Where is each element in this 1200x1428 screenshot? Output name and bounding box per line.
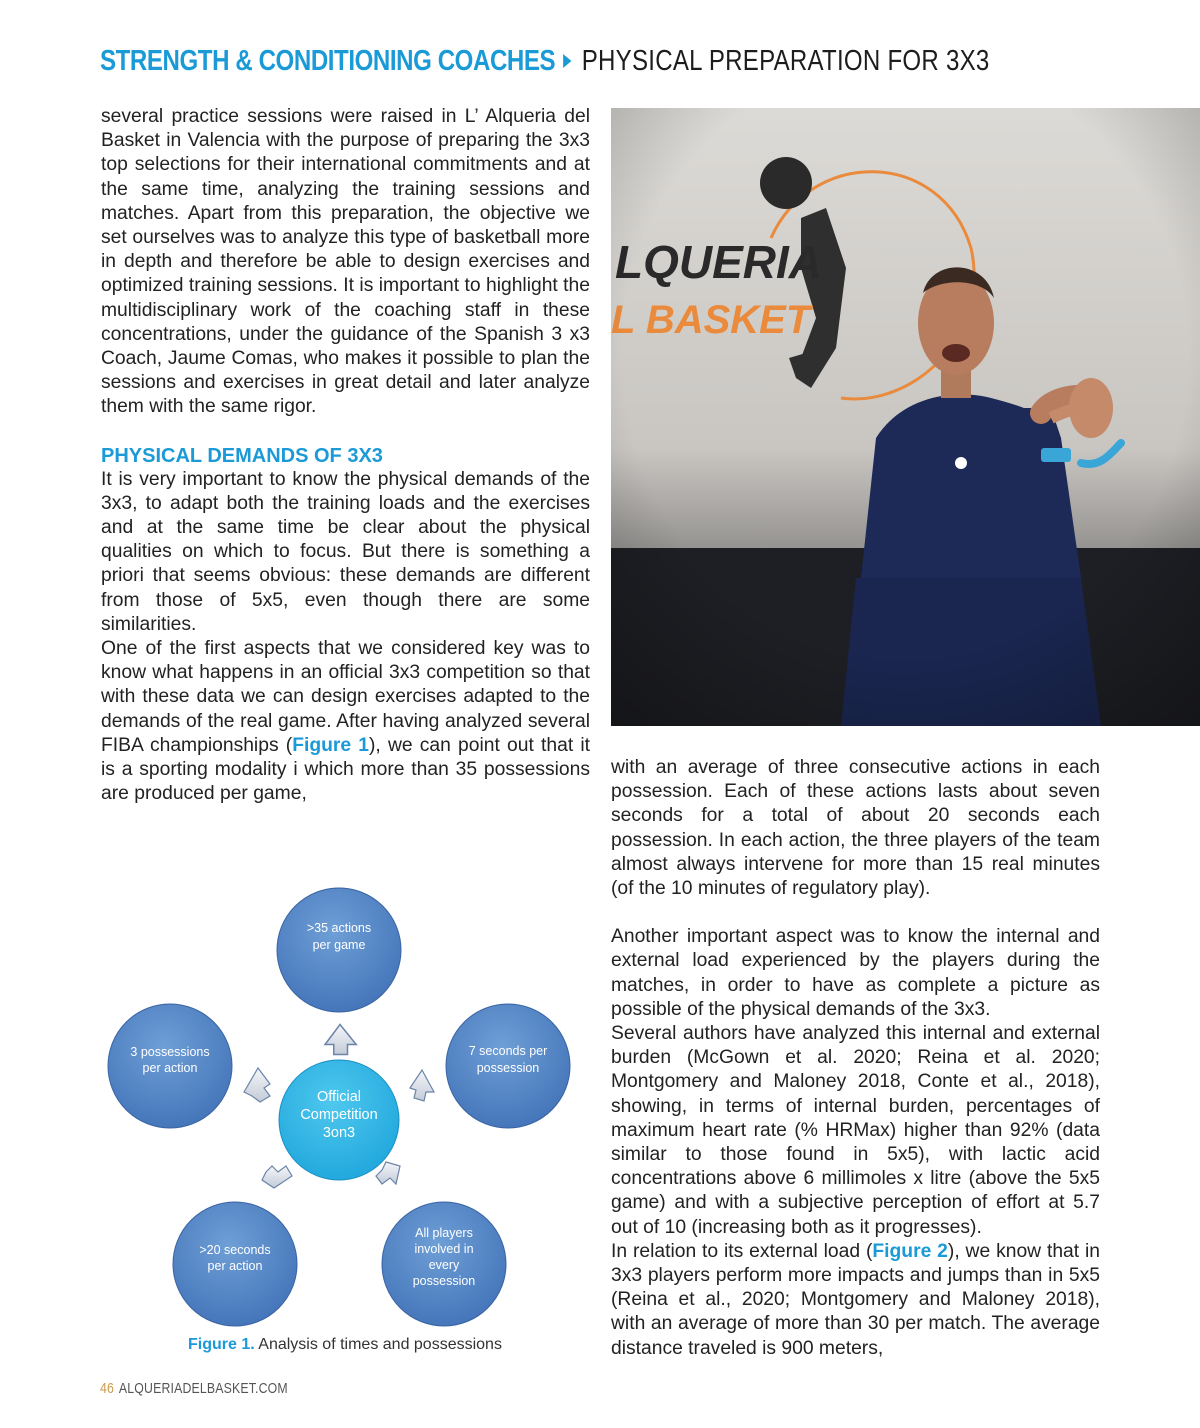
caption-text: Analysis of times and possessions xyxy=(254,1336,502,1353)
figure-1-caption xyxy=(100,1336,590,1354)
arrow-right-shape xyxy=(410,1070,434,1101)
arrow-bottom-left-shape xyxy=(262,1166,292,1188)
demands-paragraph: It is very important to know the physical demands of the 3x3, to adapt both the training loads and the exercises and at the same time be clear about the physical qualities on which to focus. But there is something a priori that seems obvious: these demands are different from those of 5x5, even though there are some similarities. xyxy=(101,468,590,635)
authors-paragraph: Several authors have analyzed this internal and external burden (McGown et al. 2020; Reina et al. 2020; Montgomery and Maloney 2018, Conte et al., 2018), showing, in terms of internal burden, percentages of maximum heart rate (% HRMax) higher than 92% (data similar to those found in 5x5), with lactic acid concentrations above 6 millimoles x litre (above the 5x5 game) and with a subjective perception of effort at 5.7 out of 10 (increasing both as it progresses). xyxy=(611,1023,1100,1238)
page-footer xyxy=(100,1380,288,1397)
text-span: In relation to its external load ( xyxy=(611,1240,873,1262)
left-column xyxy=(101,105,590,806)
node-bottom-right-line-4: possession xyxy=(412,1274,476,1288)
center-node xyxy=(279,1060,399,1180)
right-column xyxy=(611,756,1100,1361)
center-line-1: Official xyxy=(316,1089,362,1105)
node-top-line-1: >35 actions xyxy=(306,921,372,935)
node-bottom-right xyxy=(382,1202,506,1326)
node-top xyxy=(277,888,401,1012)
load-paragraph: Another important aspect was to know the internal and external load experienced by the players during the matches, in order to have as complete a picture as possible of the physical demands of the 3x3. xyxy=(611,926,1100,1020)
coach-photo xyxy=(611,108,1200,726)
node-right-line-2: possession xyxy=(476,1061,540,1075)
node-top-line-2: per game xyxy=(312,938,366,952)
header-arrow-icon xyxy=(563,54,571,68)
center-line-2: Competition xyxy=(300,1107,378,1123)
cycle-diagram xyxy=(100,870,590,1340)
node-bottom-right-line-2: involved in xyxy=(414,1242,474,1256)
figure-1-diagram xyxy=(100,870,590,1340)
node-bottom-right-line-3: every xyxy=(428,1258,460,1272)
arrow-up-shape xyxy=(325,1025,356,1055)
arrow-left-shape xyxy=(244,1068,270,1102)
text-span: One of the first aspects that we considered key was to know what happens in an official 3x3 competition so that with these data we can design exercises adapted to the demands of the real game. After having analyzed several FIBA championships ( xyxy=(101,638,590,756)
article-title: PHYSICAL PREPARATION FOR 3X3 xyxy=(581,44,990,77)
competition-paragraph xyxy=(101,637,590,806)
node-bottom-left-line-2: per action xyxy=(207,1259,263,1273)
node-left-line-1: 3 possessions xyxy=(130,1045,210,1059)
section-title: STRENGTH & CONDITIONING COACHES xyxy=(100,44,556,77)
caption-label: Figure 1. xyxy=(188,1336,255,1353)
arrow-bottom-right-shape xyxy=(376,1162,400,1184)
node-bottom-left-line-1: >20 seconds xyxy=(199,1243,271,1257)
figure-1-link[interactable]: Figure 1 xyxy=(292,734,370,756)
intro-paragraph: several practice sessions were raised in L’ Alqueria del Basket in Valencia with the purpose of preparing the 3x3 top selections for their international commitments and at the same time, analyzing the training sessions and matches. Apart from this preparation, the objective we set ourselves was to analyze this type of basketball more in depth and therefore be able to design exercises and optimized training sessions. It is important to highlight the multidisciplinary work of the coaching staff in these concentrations, under the guidance of the Spanish 3 x3 Coach, Jaume Comas, who makes it possible to plan the sessions and exercises in great detail and later analyze them with the same rigor. xyxy=(101,106,590,418)
page-header xyxy=(100,40,990,82)
node-left-line-2: per action xyxy=(142,1061,198,1075)
section-heading: PHYSICAL DEMANDS OF 3X3 xyxy=(101,444,383,467)
node-left xyxy=(108,1004,232,1128)
node-right-line-1: 7 seconds per xyxy=(468,1044,548,1058)
center-line-3: 3on3 xyxy=(322,1125,356,1141)
external-load-paragraph xyxy=(611,1240,1100,1361)
figure-2-link[interactable]: Figure 2 xyxy=(872,1240,948,1262)
node-right xyxy=(446,1004,570,1128)
footer-site[interactable]: ALQUERIADELBASKET.COM xyxy=(118,1380,288,1397)
node-bottom-left xyxy=(173,1202,297,1326)
paragraph-gap xyxy=(611,901,1100,925)
text-span: ), we can point out that it is a sporting modality i which more than 35 possessions are produced per game, xyxy=(101,734,591,805)
text-span: ), we know that in 3x3 players perform more impacts and jumps than in 5x5 (Reina et al., 2020; Montgomery and Maloney 2018), with an average of more than 30 per match. The average distance traveled is 900 meters, xyxy=(611,1240,1100,1359)
node-bottom-right-line-1: All players xyxy=(415,1226,473,1240)
coach-photo-illustration xyxy=(611,108,1200,726)
page-number: 46 xyxy=(100,1380,115,1397)
actions-paragraph: with an average of three consecutive actions in each possession. Each of these actions lasts about seven seconds for a total of about 20 seconds each possession. In each action, the three players of the team almost always intervene for more than 15 real minutes (of the 10 minutes of regulatory play). xyxy=(611,757,1100,900)
